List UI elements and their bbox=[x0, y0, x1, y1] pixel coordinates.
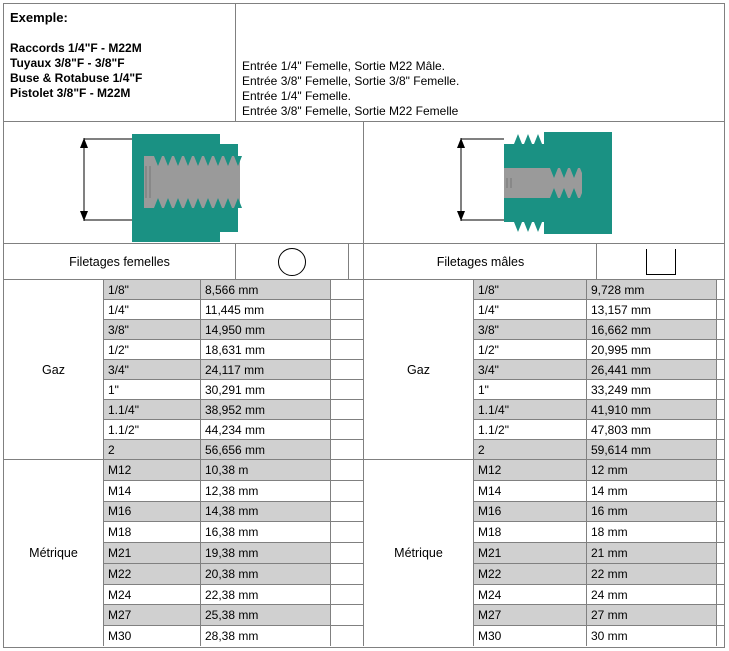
value-cell: 24 mm bbox=[587, 585, 717, 605]
blank-cell bbox=[331, 300, 363, 319]
blank-cell bbox=[331, 585, 363, 605]
blank-cell bbox=[331, 320, 363, 339]
size-cell: M22 bbox=[104, 564, 201, 584]
table-row bbox=[104, 626, 363, 646]
table-row bbox=[104, 400, 363, 420]
blank-cell bbox=[331, 626, 363, 646]
table-row bbox=[474, 440, 724, 459]
blank-cell bbox=[331, 280, 363, 299]
size-cell: M21 bbox=[104, 543, 201, 563]
value-cell: 33,249 mm bbox=[587, 380, 717, 399]
thread-type-label-row bbox=[4, 244, 724, 280]
size-cell: M12 bbox=[474, 460, 587, 480]
description-line: Entrée 3/8" Femelle, Sortie 3/8" Femelle. bbox=[242, 74, 460, 88]
table-row bbox=[104, 522, 363, 543]
blank-cell bbox=[331, 440, 363, 459]
size-cell: 1.1/4" bbox=[474, 400, 587, 419]
size-cell: 3/4" bbox=[104, 360, 201, 379]
blank-cell bbox=[331, 340, 363, 359]
example-line: Raccords 1/4"F - M22M bbox=[10, 41, 142, 55]
value-cell: 38,952 mm bbox=[201, 400, 331, 419]
size-cell: M18 bbox=[104, 522, 201, 542]
value-cell: 14,38 mm bbox=[201, 502, 331, 522]
description-cell bbox=[236, 4, 724, 121]
value-cell: 41,910 mm bbox=[587, 400, 717, 419]
square-bracket-icon bbox=[646, 249, 676, 275]
blank-cell bbox=[717, 400, 724, 419]
table-row bbox=[104, 481, 363, 502]
table-row bbox=[474, 502, 724, 523]
blank-cell bbox=[331, 380, 363, 399]
blank-cell bbox=[331, 502, 363, 522]
size-cell: 2 bbox=[474, 440, 587, 459]
size-cell: 1/2" bbox=[474, 340, 587, 359]
description-lines bbox=[242, 59, 459, 119]
size-cell: 1.1/2" bbox=[104, 420, 201, 439]
size-cell: M22 bbox=[474, 564, 587, 584]
table-row bbox=[104, 605, 363, 626]
size-cell: 1/4" bbox=[104, 300, 201, 319]
value-cell: 21 mm bbox=[587, 543, 717, 563]
value-cell: 18 mm bbox=[587, 522, 717, 542]
size-cell: 1" bbox=[474, 380, 587, 399]
size-cell: M27 bbox=[104, 605, 201, 625]
size-cell: M14 bbox=[474, 481, 587, 501]
blank-cell bbox=[717, 300, 724, 319]
size-cell: M24 bbox=[104, 585, 201, 605]
table-row bbox=[104, 585, 363, 606]
value-cell: 24,117 mm bbox=[201, 360, 331, 379]
document-frame bbox=[3, 3, 725, 648]
gaz-data-block bbox=[4, 280, 724, 460]
value-cell: 25,38 mm bbox=[201, 605, 331, 625]
blank-cell bbox=[717, 320, 724, 339]
blank-cell bbox=[717, 360, 724, 379]
table-row bbox=[474, 380, 724, 400]
table-row bbox=[474, 585, 724, 606]
blank-cell bbox=[331, 522, 363, 542]
category-label-gaz-female: Gaz bbox=[4, 280, 104, 459]
table-row bbox=[474, 340, 724, 360]
value-cell: 56,656 mm bbox=[201, 440, 331, 459]
value-cell: 59,614 mm bbox=[587, 440, 717, 459]
blank-cell bbox=[331, 460, 363, 480]
value-cell: 16 mm bbox=[587, 502, 717, 522]
drawings-row bbox=[4, 122, 724, 244]
table-row bbox=[104, 460, 363, 481]
blank-cell bbox=[717, 585, 724, 605]
table-row bbox=[104, 320, 363, 340]
blank-cell bbox=[717, 543, 724, 563]
category-label-metric-male: Métrique bbox=[364, 460, 474, 646]
female-shape-cell bbox=[236, 244, 349, 279]
value-cell: 47,803 mm bbox=[587, 420, 717, 439]
size-cell: M24 bbox=[474, 585, 587, 605]
value-cell: 30,291 mm bbox=[201, 380, 331, 399]
value-cell: 11,445 mm bbox=[201, 300, 331, 319]
value-cell: 22,38 mm bbox=[201, 585, 331, 605]
blank-cell bbox=[717, 564, 724, 584]
female-thread-drawing-cell bbox=[4, 122, 364, 243]
size-cell: M30 bbox=[104, 626, 201, 646]
male-thread-diagram-icon bbox=[364, 122, 724, 243]
example-line: Pistolet 3/8"F - M22M bbox=[10, 86, 131, 100]
table-row bbox=[474, 481, 724, 502]
size-cell: 1/8" bbox=[104, 280, 201, 299]
blank-cell bbox=[717, 481, 724, 501]
table-row bbox=[474, 564, 724, 585]
blank-cell bbox=[331, 564, 363, 584]
blank-cell bbox=[717, 605, 724, 625]
value-cell: 18,631 mm bbox=[201, 340, 331, 359]
value-cell: 22 mm bbox=[587, 564, 717, 584]
blank-cell bbox=[717, 626, 724, 646]
table-row bbox=[474, 320, 724, 340]
table-row bbox=[474, 543, 724, 564]
blank-cell bbox=[717, 340, 724, 359]
female-thread-diagram-icon bbox=[4, 122, 364, 243]
blank-cell bbox=[717, 420, 724, 439]
value-cell: 28,38 mm bbox=[201, 626, 331, 646]
value-cell: 20,995 mm bbox=[587, 340, 717, 359]
description-line: Entrée 1/4" Femelle, Sortie M22 Mâle. bbox=[242, 59, 446, 73]
blank-cell bbox=[331, 400, 363, 419]
value-cell: 44,234 mm bbox=[201, 420, 331, 439]
size-cell: M30 bbox=[474, 626, 587, 646]
blank-cell bbox=[331, 481, 363, 501]
table-row bbox=[474, 605, 724, 626]
value-cell: 9,728 mm bbox=[587, 280, 717, 299]
table-row bbox=[104, 543, 363, 564]
size-cell: M12 bbox=[104, 460, 201, 480]
table-row bbox=[474, 360, 724, 380]
male-thread-drawing-cell bbox=[364, 122, 724, 243]
value-cell: 14,950 mm bbox=[201, 320, 331, 339]
size-cell: 1" bbox=[104, 380, 201, 399]
value-cell: 12 mm bbox=[587, 460, 717, 480]
female-metric-table bbox=[4, 460, 364, 646]
size-cell: M21 bbox=[474, 543, 587, 563]
size-cell: 3/8" bbox=[474, 320, 587, 339]
table-row bbox=[474, 522, 724, 543]
value-cell: 26,441 mm bbox=[587, 360, 717, 379]
table-row bbox=[104, 564, 363, 585]
size-cell: M27 bbox=[474, 605, 587, 625]
spacer-cell bbox=[349, 244, 364, 279]
value-cell: 20,38 mm bbox=[201, 564, 331, 584]
blank-cell bbox=[717, 280, 724, 299]
blank-cell bbox=[331, 360, 363, 379]
value-cell: 19,38 mm bbox=[201, 543, 331, 563]
description-line: Entrée 3/8" Femelle, Sortie M22 Femelle bbox=[242, 104, 459, 118]
blank-cell bbox=[717, 380, 724, 399]
size-cell: 1/8" bbox=[474, 280, 587, 299]
table-row bbox=[104, 380, 363, 400]
table-row bbox=[104, 300, 363, 320]
value-cell: 8,566 mm bbox=[201, 280, 331, 299]
male-thread-label: Filetages mâles bbox=[365, 244, 597, 279]
value-cell: 14 mm bbox=[587, 481, 717, 501]
value-cell: 12,38 mm bbox=[201, 481, 331, 501]
size-cell: 2 bbox=[104, 440, 201, 459]
table-row bbox=[104, 502, 363, 523]
table-row bbox=[104, 420, 363, 440]
blank-cell bbox=[331, 543, 363, 563]
blank-cell bbox=[331, 605, 363, 625]
value-cell: 13,157 mm bbox=[587, 300, 717, 319]
example-line: Tuyaux 3/8"F - 3/8"F bbox=[10, 56, 125, 70]
size-cell: 1/2" bbox=[104, 340, 201, 359]
value-cell: 27 mm bbox=[587, 605, 717, 625]
blank-cell bbox=[717, 440, 724, 459]
size-cell: M16 bbox=[104, 502, 201, 522]
example-title: Exemple: bbox=[10, 10, 68, 25]
size-cell: 1.1/2" bbox=[474, 420, 587, 439]
size-cell: M18 bbox=[474, 522, 587, 542]
male-shape-cell bbox=[597, 244, 724, 279]
size-cell: M14 bbox=[104, 481, 201, 501]
table-row bbox=[104, 340, 363, 360]
description-line: Entrée 1/4" Femelle. bbox=[242, 89, 351, 103]
table-row bbox=[474, 400, 724, 420]
value-cell: 10,38 m bbox=[201, 460, 331, 480]
size-cell: M16 bbox=[474, 502, 587, 522]
size-cell: 3/8" bbox=[104, 320, 201, 339]
size-cell: 1.1/4" bbox=[104, 400, 201, 419]
blank-cell bbox=[717, 460, 724, 480]
female-thread-label: Filetages femelles bbox=[4, 244, 236, 279]
example-cell bbox=[4, 4, 236, 121]
blank-cell bbox=[717, 522, 724, 542]
example-lines bbox=[10, 41, 229, 101]
female-gaz-table bbox=[4, 280, 364, 459]
male-metric-table bbox=[364, 460, 724, 646]
male-gaz-table bbox=[364, 280, 724, 459]
table-row bbox=[104, 360, 363, 380]
circle-icon bbox=[278, 248, 306, 276]
blank-cell bbox=[331, 420, 363, 439]
table-row bbox=[474, 280, 724, 300]
metric-data-block bbox=[4, 460, 724, 646]
example-header-row bbox=[4, 4, 724, 122]
table-row bbox=[474, 626, 724, 646]
size-cell: 3/4" bbox=[474, 360, 587, 379]
category-label-metric-female: Métrique bbox=[4, 460, 104, 646]
table-row bbox=[474, 300, 724, 320]
example-line: Buse & Rotabuse 1/4"F bbox=[10, 71, 143, 85]
table-row bbox=[474, 460, 724, 481]
table-row bbox=[104, 280, 363, 300]
size-cell: 1/4" bbox=[474, 300, 587, 319]
value-cell: 16,662 mm bbox=[587, 320, 717, 339]
category-label-gaz-male: Gaz bbox=[364, 280, 474, 459]
value-cell: 16,38 mm bbox=[201, 522, 331, 542]
table-row bbox=[474, 420, 724, 440]
blank-cell bbox=[717, 502, 724, 522]
table-row bbox=[104, 440, 363, 459]
value-cell: 30 mm bbox=[587, 626, 717, 646]
